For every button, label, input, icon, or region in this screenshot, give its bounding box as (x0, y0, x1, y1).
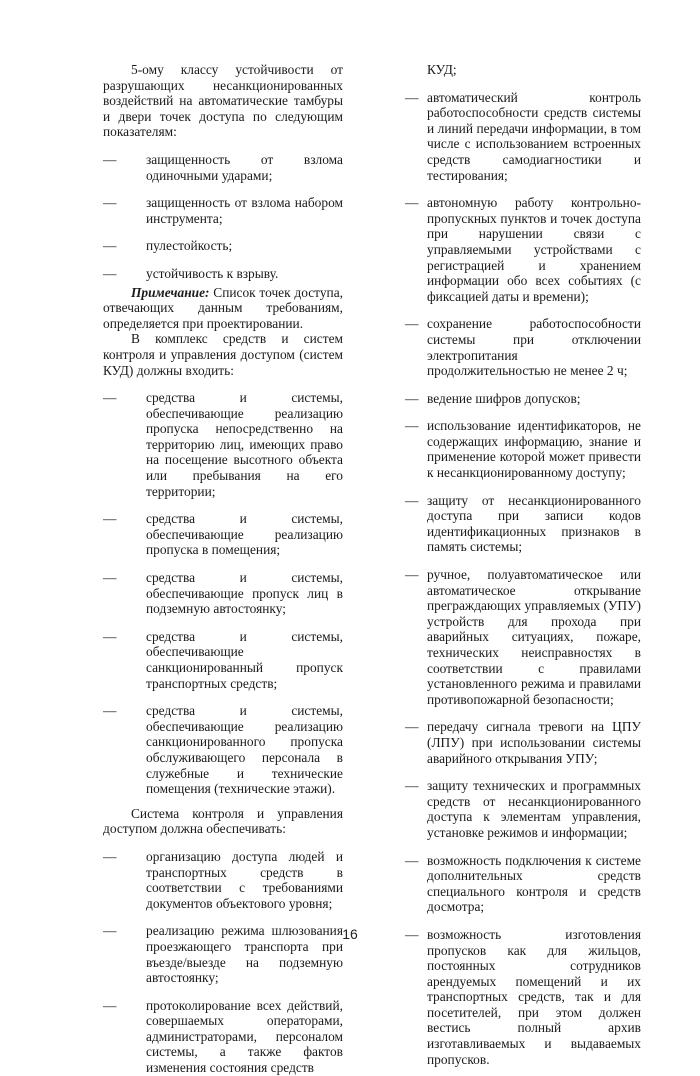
dash-bullet: — (405, 390, 419, 406)
list-item: — защиту технических и программных средств от несанкционированного доступа к элементам управления, установке режимов и информации; (405, 778, 641, 840)
right-column (405, 62, 641, 1067)
list-item: — средства и системы, обеспечивающие пропуск лиц в подземную автостоянку; (103, 570, 343, 617)
list-item: — защиту от несанкционированного доступа при записи кодов идентификационных признаков в память системы; (405, 492, 641, 555)
note-paragraph (103, 285, 343, 332)
list-item: — использование идентификаторов, не содержащих информацию, знание и применение которой может привести к несанкционированному доступу; (405, 418, 641, 481)
list-item: — возможность подключения к системе дополнительных средств специального контроля и средств досмотра; (405, 852, 641, 915)
continuation-text: КУД; (427, 62, 457, 77)
left-column (103, 62, 343, 1076)
list-item: — защищенность от взлома набором инструмента; (103, 195, 343, 226)
dash-bullet: — (103, 997, 117, 1013)
dash-bullet: — (103, 238, 117, 254)
dash-bullet: — (103, 703, 117, 719)
dash-bullet: — (405, 778, 419, 794)
paragraph-system-intro: Система контроля и управления доступом должна обеспечивать: (103, 805, 343, 837)
list-item: — пулестойкость; (103, 238, 233, 254)
list-item: — устойчивость к взрыву. (103, 265, 279, 281)
list-item: — протоколирование всех действий, совершаемых операторами, администраторами, персоналом системы, а также фактов изменения состояния средств (103, 997, 343, 1076)
list-item: — сохранение работоспособности системы при отключении электропитания продолжительностью не менее 2 ч; (405, 316, 641, 379)
list-item: — автономную работу контрольно-пропускных пунктов и точек доступа при нарушении связи с управляемыми устройствами с регистрацией и хранением информации обо всех событиях (с фиксацией даты и времени); (405, 195, 641, 304)
list-item: — средства и системы, обеспечивающие реализацию пропуска в помещения; (103, 511, 343, 558)
list-item: — средства и системы, обеспечивающие санкционированный пропуск транспортных средств; (103, 628, 343, 691)
paragraph-kud-intro: В комплекс средств и систем контроля и управления доступом (систем КУД) должны входить: (103, 331, 343, 378)
dash-bullet: — (405, 567, 419, 583)
list-item: — средства и системы, обеспечивающие реализацию пропуска непосредственно на территорию лиц, имеющих право на посещение высотного объекта или пребывания на его территории; (103, 390, 343, 499)
dash-bullet: — (405, 89, 419, 105)
page-number: 16 (342, 926, 358, 942)
dash-bullet: — (405, 719, 419, 735)
list-item: — средства и системы, обеспечивающие реализацию санкционированного пропуска обслуживающего персонала в служебные и технические помещения (технические этажи). (103, 703, 343, 797)
dash-bullet: — (103, 151, 117, 167)
dash-bullet: — (405, 852, 419, 868)
list-item: — возможность изготовления пропусков как для жильцов, постоянных сотрудников арендуемых помещений и их транспортных средств, так и для посетителей, при этом должен вестись полный архив изготавливаемых и выдаваемых пропусков. (405, 926, 641, 1067)
list-item: — ручное, полуавтоматическое или автоматическое открывание преграждающих управляемых (УПУ) устройств для прохода при аварийных ситуациях, пожаре, технических неисправностях в соответствии с правилами установленного режима и правилами противопожарной безопасности; (405, 567, 641, 707)
note-title: Примечание: (131, 284, 210, 300)
dash-bullet: — (103, 195, 117, 211)
list-item: — защищенность от взлома одиночными ударами; (103, 151, 343, 183)
list-item: — передачу сигнала тревоги на ЦПУ (ЛПУ) при использовании системы аварийного открывания УПУ; (405, 719, 641, 766)
dash-bullet: — (103, 628, 117, 644)
note-text: Список точек доступа, отвечающих данным требованиям, определяется при проектировании. (103, 284, 343, 331)
dash-bullet: — (103, 265, 117, 281)
list-item: — автоматический контроль работоспособности средств системы и линий передачи информации, в том числе с использованием встроенных средств самодиагностики и тестирования; (405, 89, 641, 183)
dash-bullet: — (103, 923, 117, 939)
dash-bullet: — (405, 926, 419, 942)
dash-bullet: — (405, 418, 419, 434)
dash-bullet: — (405, 195, 419, 211)
dash-bullet: — (103, 570, 117, 586)
dash-bullet: — (405, 316, 419, 332)
dash-bullet: — (103, 390, 117, 406)
list-item: — организацию доступа людей и транспортных средств в соответствии с требованиями документов объектового уровня; (103, 848, 343, 911)
list-item: — реализацию режима шлюзования проезжающего транспорта при въезде/выезде на подземную автостоянку; (103, 923, 343, 986)
dash-bullet: — (103, 848, 117, 864)
dash-bullet: — (103, 511, 117, 527)
dash-bullet: — (405, 492, 419, 508)
paragraph-resistance-intro: 5-ому классу устойчивости от разрушающих несанкционированных воздействий на автоматические тамбуры и двери точек доступа по следующим показателям: (103, 62, 343, 140)
list-item: — ведение шифров допусков; (405, 390, 581, 406)
